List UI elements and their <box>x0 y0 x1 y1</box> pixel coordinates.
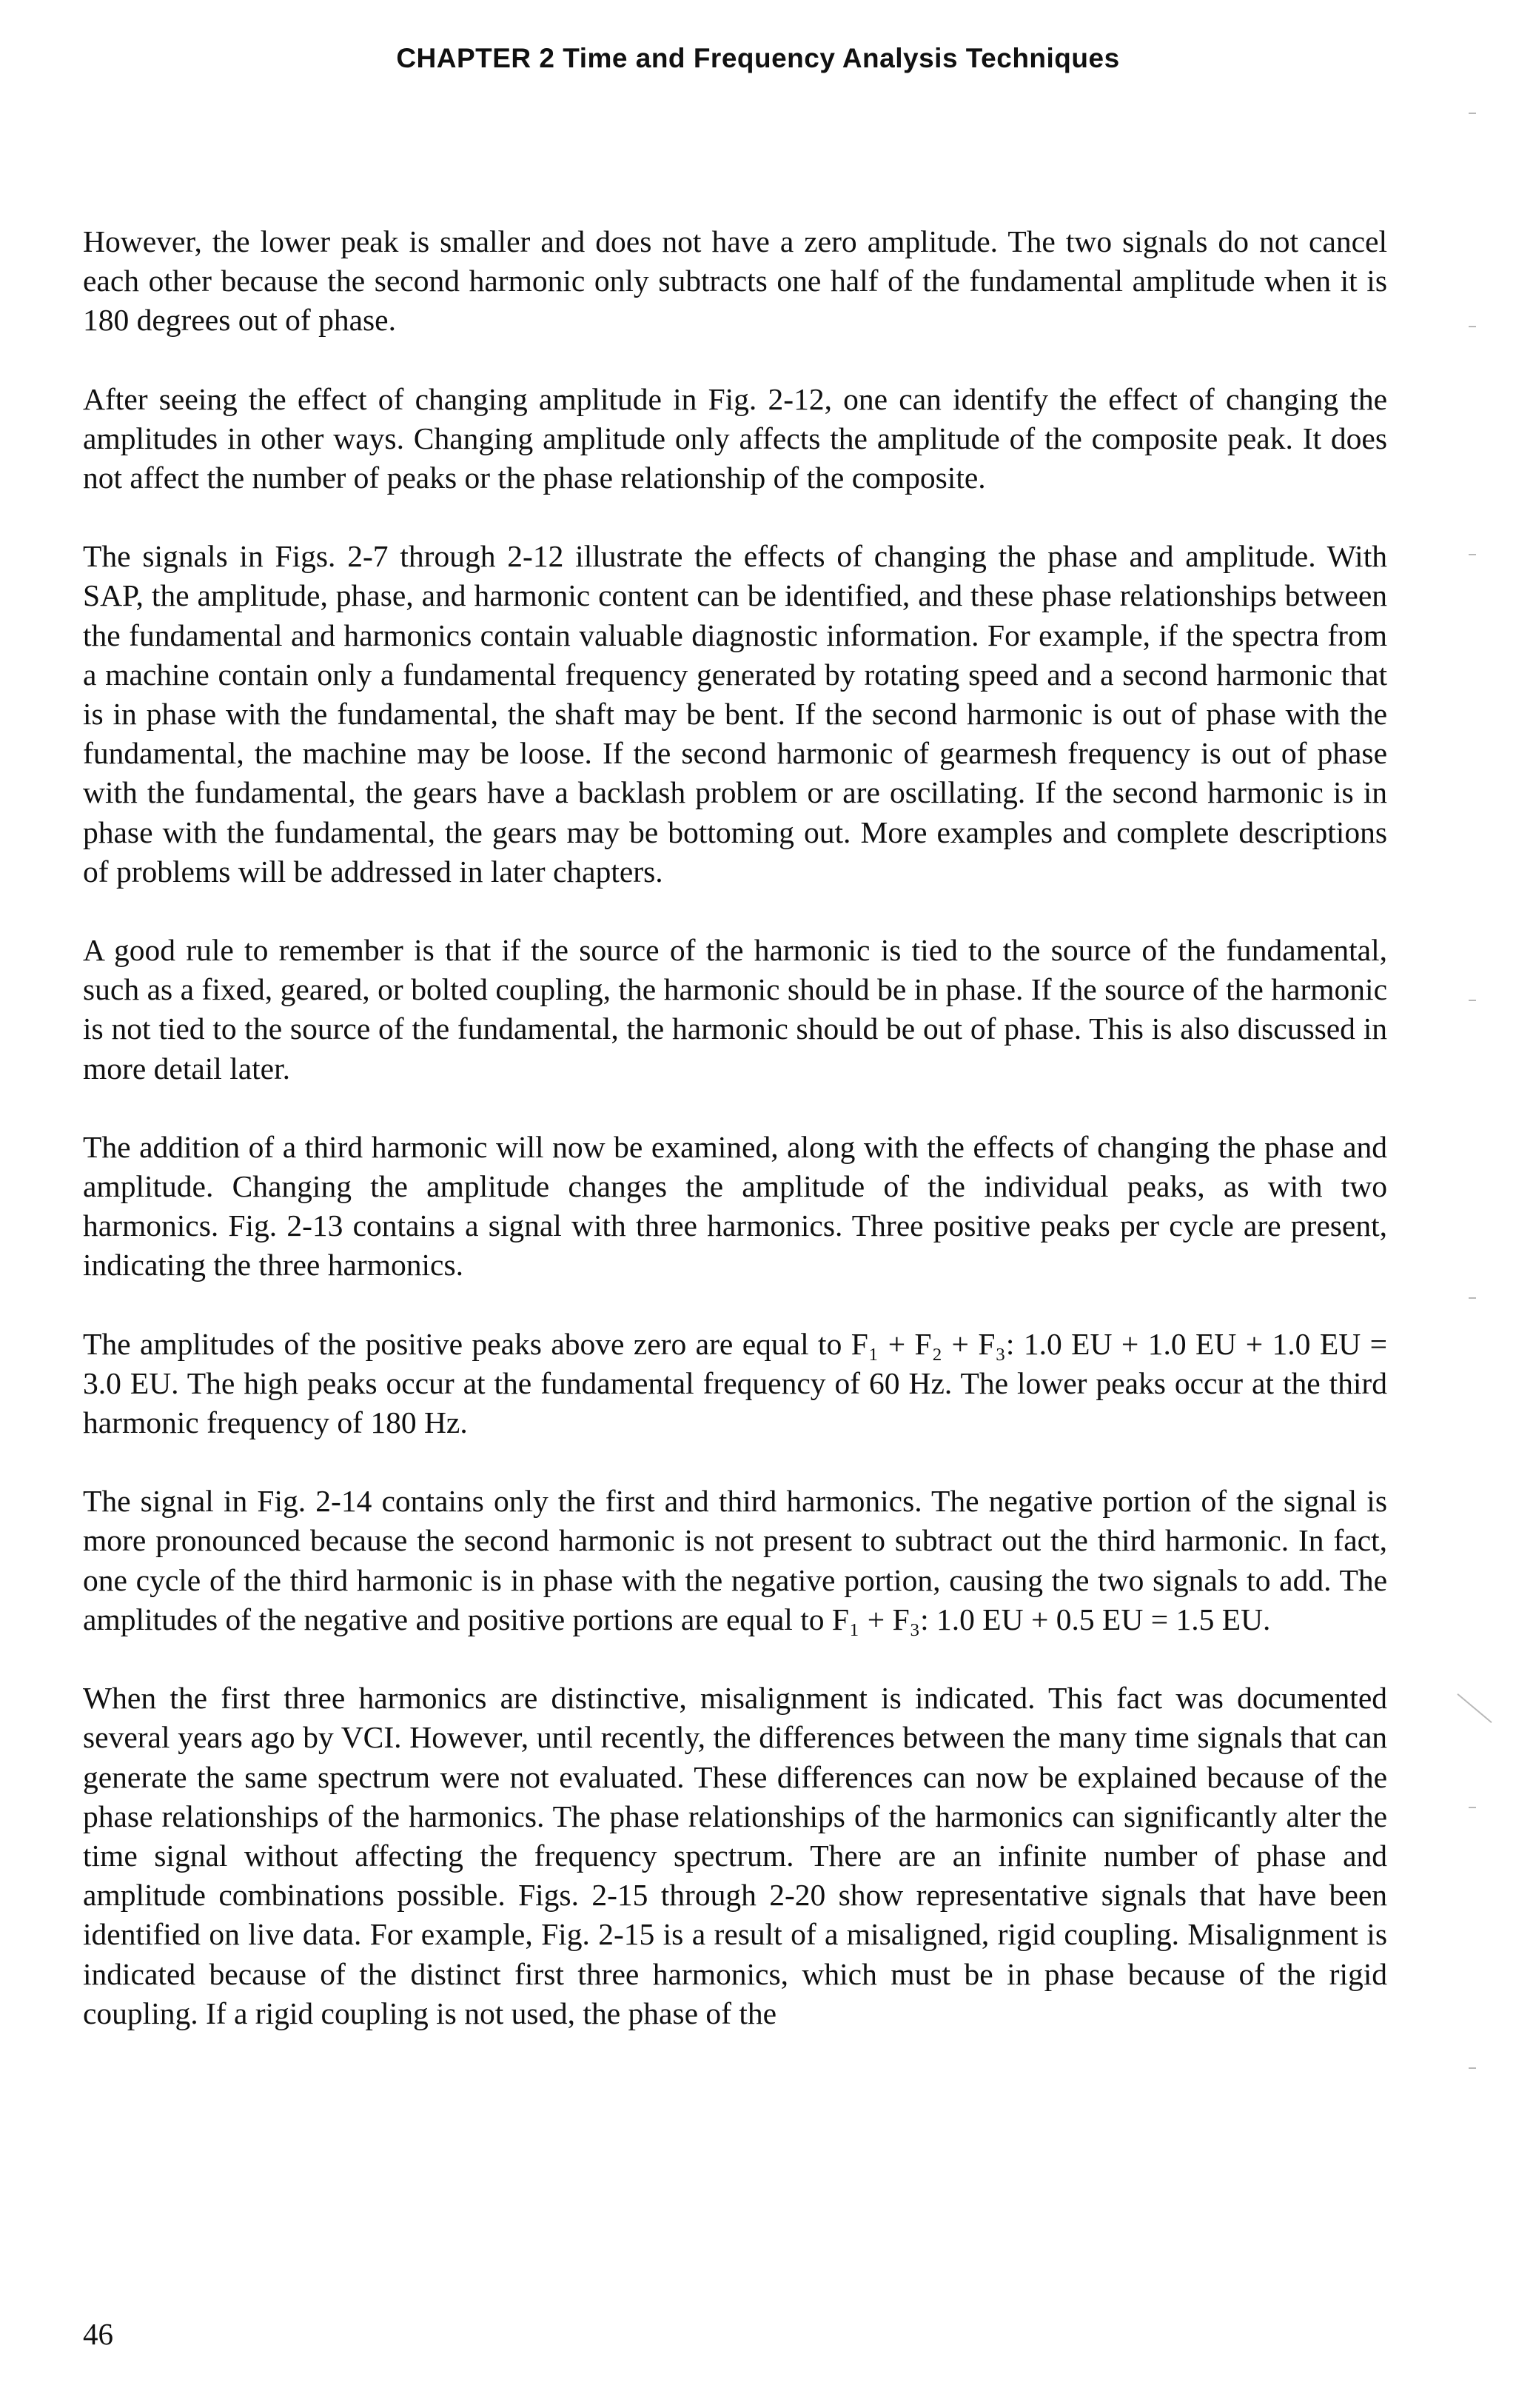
paragraph: The amplitudes of the positive peaks above zero are equal to F₁ + F₂ + F₃: 1.0 EU + 1.0 EU + 1.0 EU = 3.0 EU. The high peaks occur at the fundamental frequency of 60 Hz. The lower peaks occur at the third harmonic frequency of 180 Hz. <box>83 1326 1387 1440</box>
margin-mark <box>1469 326 1476 327</box>
margin-mark <box>1469 1807 1476 1808</box>
margin-mark <box>1469 2067 1476 2069</box>
margin-mark <box>1469 1297 1476 1299</box>
margin-mark <box>1469 1000 1476 1001</box>
paragraph: A good rule to remember is that if the source of the harmonic is tied to the source of the fundamental, such as a fixed, geared, or bolted coupling, the harmonic should be in phase. If the source of the harmonic is not tied to the source of the fundamental, the harmonic should be out of phase. This is also discussed in more detail later. <box>83 933 1387 1086</box>
margin-mark <box>1469 113 1476 114</box>
paragraph: However, the lower peak is smaller and does not have a zero amplitude. The two signals do not cancel each other because the second harmonic only subtracts one half of the fundamental amplitude when it is 180 degrees out of phase. <box>83 224 1387 338</box>
running-head: CHAPTER 2 Time and Frequency Analysis Techniques <box>396 43 1120 73</box>
paragraph: The signal in Fig. 2-14 contains only the first and third harmonics. The negative portion of the signal is more pronounced because the second harmonic is not present to subtract out the third harmonic. In fact, one cycle of the third harmonic is in phase with the negative portion, causing the two signals to add. The amplitudes of the negative and positive portions are equal to F₁ + F₃: 1.0 EU + 0.5 EU = 1.5 EU. <box>83 1484 1387 1636</box>
paragraph: After seeing the effect of changing amplitude in Fig. 2-12, one can identify the effect of changing the amplitudes in other ways. Changing amplitude only affects the amplitude of the composite peak. It does not affect the number of peaks or the phase relationship of the composite. <box>83 381 1387 495</box>
margin-mark <box>1469 554 1476 555</box>
page-number: 46 <box>83 2317 113 2351</box>
paragraph: The addition of a third harmonic will now be examined, along with the effects of changing the phase and amplitude. Changing the amplitude changes the amplitude of the individual peaks, as with two harmonics. Fig. 2-13 contains a signal with three harmonics. Three positive peaks per cycle are present, indicating the three harmonics. <box>83 1129 1387 1282</box>
paragraph: When the first three harmonics are distinctive, misalignment is indicated. This fact was documented several years ago by VCI. However, until recently, the differences between the many time signals that can generate the same spectrum were not evaluated. These differences can now be explained because of the phase relationships of the harmonics. The phase relationships of the harmonics can significantly alter the time signal without affecting the frequency spectrum. There are an infinite number of phase and amplitude combinations possible. Figs. 2-15 through 2-20 show representative signals that have been identified on live data. For example, Fig. 2-15 is a result of a misaligned, rigid coupling. Misalignment is indicated because of the distinct first three harmonics, which must be in phase because of the rigid coupling. If a rigid coupling is not used, the phase of the <box>83 1681 1387 2030</box>
body-text <box>83 222 1387 2073</box>
margin-mark <box>1457 1693 1492 1723</box>
paragraph: The signals in Figs. 2-7 through 2-12 illustrate the effects of changing the phase and amplitude. With SAP, the amplitude, phase, and harmonic content can be identified, and these phase relationships between the fundamental and harmonics contain valuable diagnostic information. For example, if the spectra from a machine contain only a fundamental frequency generated by rotating speed and a second harmonic that is in phase with the fundamental, the shaft may be bent. If the second harmonic is out of phase with the fundamental, the machine may be loose. If the second harmonic of gearmesh frequency is out of phase with the fundamental, the gears have a backlash problem or are oscillating. If the second harmonic is in phase with the fundamental, the gears may be bottoming out. More examples and complete descriptions of problems will be addressed in later chapters. <box>83 539 1387 889</box>
